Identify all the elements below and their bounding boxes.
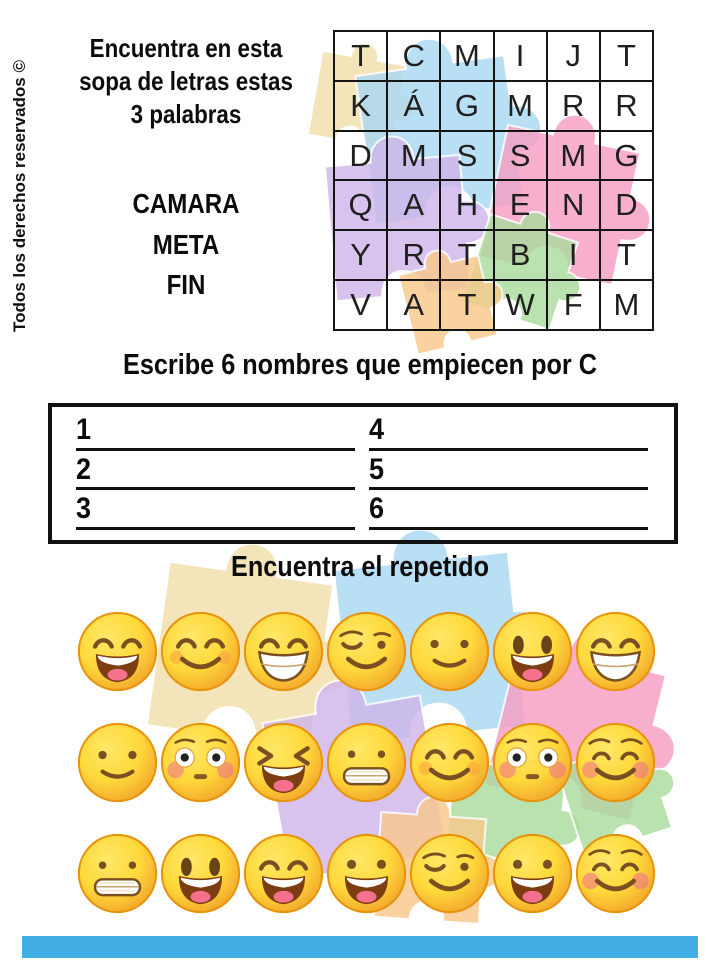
wordsearch-cell: W — [494, 280, 547, 330]
wordsearch-cell: Y — [334, 230, 387, 280]
name-blank-2 — [76, 451, 355, 491]
blank-number: 1 — [76, 413, 92, 447]
wordsearch-cell: T — [440, 230, 493, 280]
wordsearch-cell: C — [387, 31, 440, 81]
blank-number: 4 — [369, 413, 385, 447]
wordsearch-cell: R — [547, 81, 600, 131]
wordsearch-cell: D — [334, 131, 387, 181]
wordsearch-cell: M — [600, 280, 653, 330]
wordsearch-cell: N — [547, 180, 600, 230]
emoji-grid — [76, 610, 646, 915]
emoji-grin-small-eyes — [325, 832, 408, 915]
wordsearch-cell: T — [600, 230, 653, 280]
name-blank-1 — [76, 411, 355, 451]
emoji-grimace — [76, 832, 159, 915]
emoji-blush-smile — [159, 610, 242, 693]
emoji-grin-big-eyes — [491, 610, 574, 693]
blank-number: 5 — [369, 452, 385, 486]
target-word-camara: CAMARA — [132, 188, 240, 220]
wordsearch-instructions — [66, 32, 307, 306]
emoji-wink — [408, 832, 491, 915]
instruction-line-1: Encuentra en esta — [89, 33, 283, 63]
wordsearch-cell: B — [494, 230, 547, 280]
emoji-grimace — [325, 721, 408, 804]
target-words — [66, 184, 307, 306]
wordsearch-cell: T — [334, 31, 387, 81]
emoji-grin-big-eyes — [159, 832, 242, 915]
wordsearch-cell: D — [600, 180, 653, 230]
wordsearch-cell: E — [494, 180, 547, 230]
copyright-vertical-text: Todos los derechos reservados © — [10, 59, 29, 333]
wordsearch-cell: R — [387, 230, 440, 280]
repeated-section-title: Encuentra el repetido — [231, 551, 489, 583]
name-blank-6 — [369, 490, 648, 530]
blank-number: 3 — [76, 492, 92, 526]
names-section-title: Escribe 6 nombres que empiecen por C — [123, 349, 597, 381]
name-blank-4 — [369, 411, 648, 451]
wordsearch-cell: V — [334, 280, 387, 330]
wordsearch-cell: H — [440, 180, 493, 230]
name-blank-3 — [76, 490, 355, 530]
target-word-meta: META — [152, 228, 220, 260]
emoji-laugh-x-eyes — [242, 721, 325, 804]
wordsearch-cell: I — [494, 31, 547, 81]
emoji-blush-smile — [408, 721, 491, 804]
instruction-line-3: 3 palabras — [130, 98, 242, 129]
wordsearch-cell: G — [440, 81, 493, 131]
wordsearch-cell: T — [600, 31, 653, 81]
wordsearch-cell: M — [547, 131, 600, 181]
emoji-smile-blush-brows — [574, 721, 657, 804]
emoji-beam-teeth — [242, 610, 325, 693]
emoji-smile-blush-brows — [574, 832, 657, 915]
wordsearch-grid — [333, 30, 654, 331]
emoji-beam-teeth — [574, 610, 657, 693]
wordsearch-cell: A — [387, 180, 440, 230]
emoji-grin-smiling-eyes — [242, 832, 325, 915]
emoji-grin-smiling-eyes — [76, 610, 159, 693]
wordsearch-cell: R — [600, 81, 653, 131]
emoji-slight-smile — [76, 721, 159, 804]
wordsearch-cell: A — [387, 280, 440, 330]
instruction-line-2: sopa de letras estas — [79, 65, 293, 96]
names-blanks-box — [48, 403, 678, 544]
wordsearch-cell: Á — [387, 81, 440, 131]
wordsearch-cell: T — [440, 280, 493, 330]
target-word-fin: FIN — [166, 269, 206, 301]
wordsearch-cell: M — [494, 81, 547, 131]
wordsearch-cell: Q — [334, 180, 387, 230]
wordsearch-cell: S — [494, 131, 547, 181]
wordsearch-cell: J — [547, 31, 600, 81]
wordsearch-cell: G — [600, 131, 653, 181]
blank-number: 6 — [369, 492, 385, 526]
wordsearch-cell: S — [440, 131, 493, 181]
bottom-blue-bar — [22, 936, 698, 958]
emoji-slight-smile — [408, 610, 491, 693]
wordsearch-cell: K — [334, 81, 387, 131]
name-blank-5 — [369, 451, 648, 491]
emoji-flushed — [491, 721, 574, 804]
emoji-flushed — [159, 721, 242, 804]
wordsearch-cell: I — [547, 230, 600, 280]
wordsearch-cell: M — [440, 31, 493, 81]
wordsearch-cell: F — [547, 280, 600, 330]
wordsearch-cell: M — [387, 131, 440, 181]
emoji-wink — [325, 610, 408, 693]
emoji-grin-small-eyes — [491, 832, 574, 915]
blank-number: 2 — [76, 452, 92, 486]
